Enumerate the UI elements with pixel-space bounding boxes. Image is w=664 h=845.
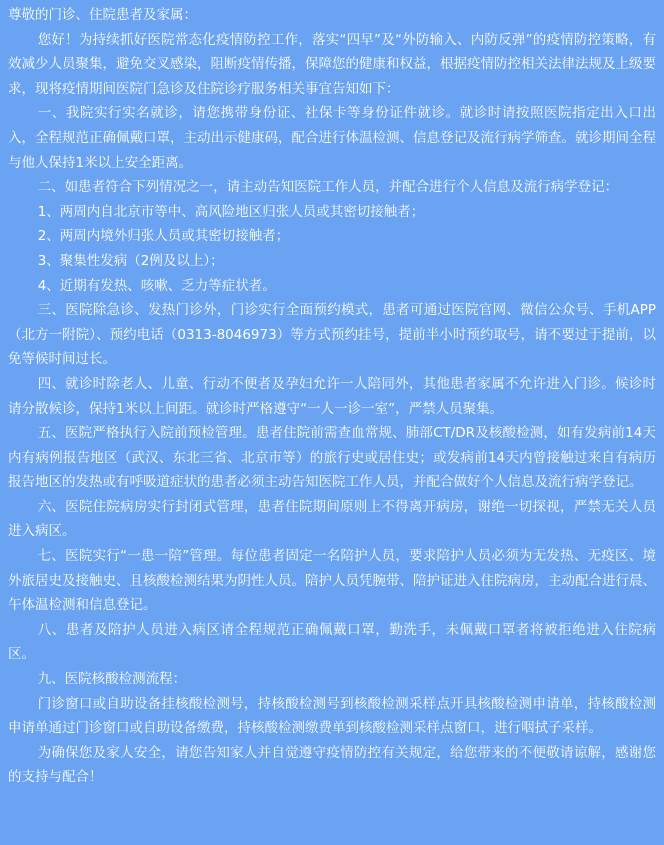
closing-paragraph: 为确保您及家人安全，请您告知家人并自觉遵守疫情防控有关规定，给您带来的不便敬请谅解，感谢您的支持与配合！	[8, 744, 656, 786]
intro-paragraph: 您好！为持续抓好医院常态化疫情防控工作，落实“四早”及“外防输入、内防反弹”的疫情防控策略，有效减少人员聚集，避免交叉感染，阻断疫情传播，保障您的健康和权益，根据疫情防控相关法律法规及上级要求，现将疫情期间医院门急诊及住院诊疗服务相关事宜告知如下：	[8, 31, 656, 97]
sub-item-3: 3、聚集性发病（2例及以上）；	[37, 252, 224, 269]
paragraph-item-7: 七、医院实行“一患一陪”管理。每位患者固定一名陪护人员，要求陪护人员必须为无发热、无疫区、境外旅居史及接触史、且核酸检测结果为阴性人员。陪护人员凭腕带、陪护证进入住院病房，主动配合进行晨、午体温检测和信息登记。	[8, 548, 656, 614]
testing-process: 门诊窗口或自助设备挂核酸检测号，持核酸检测号到核酸检测采样点开具核酸检测申请单，持核酸检测申请单通过门诊窗口或自助设备缴费，持核酸检测缴费单到核酸检测采样点窗口，进行咽拭子采样。	[8, 695, 656, 737]
paragraph-item-8: 八、患者及陪护人员进入病区请全程规范正确佩戴口罩，勤洗手，未佩戴口罩者将被拒绝进入住院病区。	[8, 621, 656, 663]
paragraph-item-2: 二、如患者符合下列情况之一，请主动告知医院工作人员，并配合进行个人信息及流行病学登记：	[37, 179, 619, 196]
paragraph-item-9: 九、医院核酸检测流程：	[37, 671, 187, 688]
paragraph-item-5: 五、医院严格执行入院前预检管理。患者住院前需查血常规、肺部CT/DR及核酸检测，如有发病前14天内有病例报告地区（武汉、东北三省、北京市等）的旅行史或居住史；或发病前14天内曾接触过来自有病历报告地区的发热或有呼吸道症状的患者必须主动告知医院工作人员，并配合做好个人信息及流行病学登记。	[8, 425, 656, 491]
sub-item-2: 2、两周内境外归张人员或其密切接触者；	[37, 228, 290, 245]
paragraph-item-4: 四、就诊时除老人、儿童、行动不便者及孕妇允许一人陪同外，其他患者家属不允许进入门诊。候诊时请分散候诊，保持1米以上间距。就诊时严格遵守“一人一诊一室”，严禁人员聚集。	[8, 375, 656, 417]
sub-item-4: 4、近期有发热、咳嗽、乏力等症状者。	[37, 277, 276, 294]
paragraph-item-3: 三、医院除急诊、发热门诊外，门诊实行全面预约模式，患者可通过医院官网、微信公众号、手机APP（北方一附院）、预约电话（0313-8046973）等方式预约挂号，提前半小时预约取号，请不要过于提前，以免等候时间过长。	[8, 302, 656, 368]
paragraph-item-1: 一、我院实行实名就诊，请您携带身份证、社保卡等身份证件就诊。就诊时请按照医院指定出入口出入，全程规范正确佩戴口罩，主动出示健康码，配合进行体温检测、信息登记及流行病学筛查。就诊期间全程与他人保持1米以上安全距离。	[8, 105, 656, 171]
paragraph-item-6: 六、医院住院病房实行封闭式管理，患者住院期间原则上不得离开病房，谢绝一切探视，严禁无关人员进入病区。	[8, 498, 656, 540]
salutation: 尊敬的门诊、住院患者及家属：	[8, 7, 197, 23]
sub-item-1: 1、两周内自北京市等中、高风险地区归张人员或其密切接触者；	[37, 203, 425, 220]
